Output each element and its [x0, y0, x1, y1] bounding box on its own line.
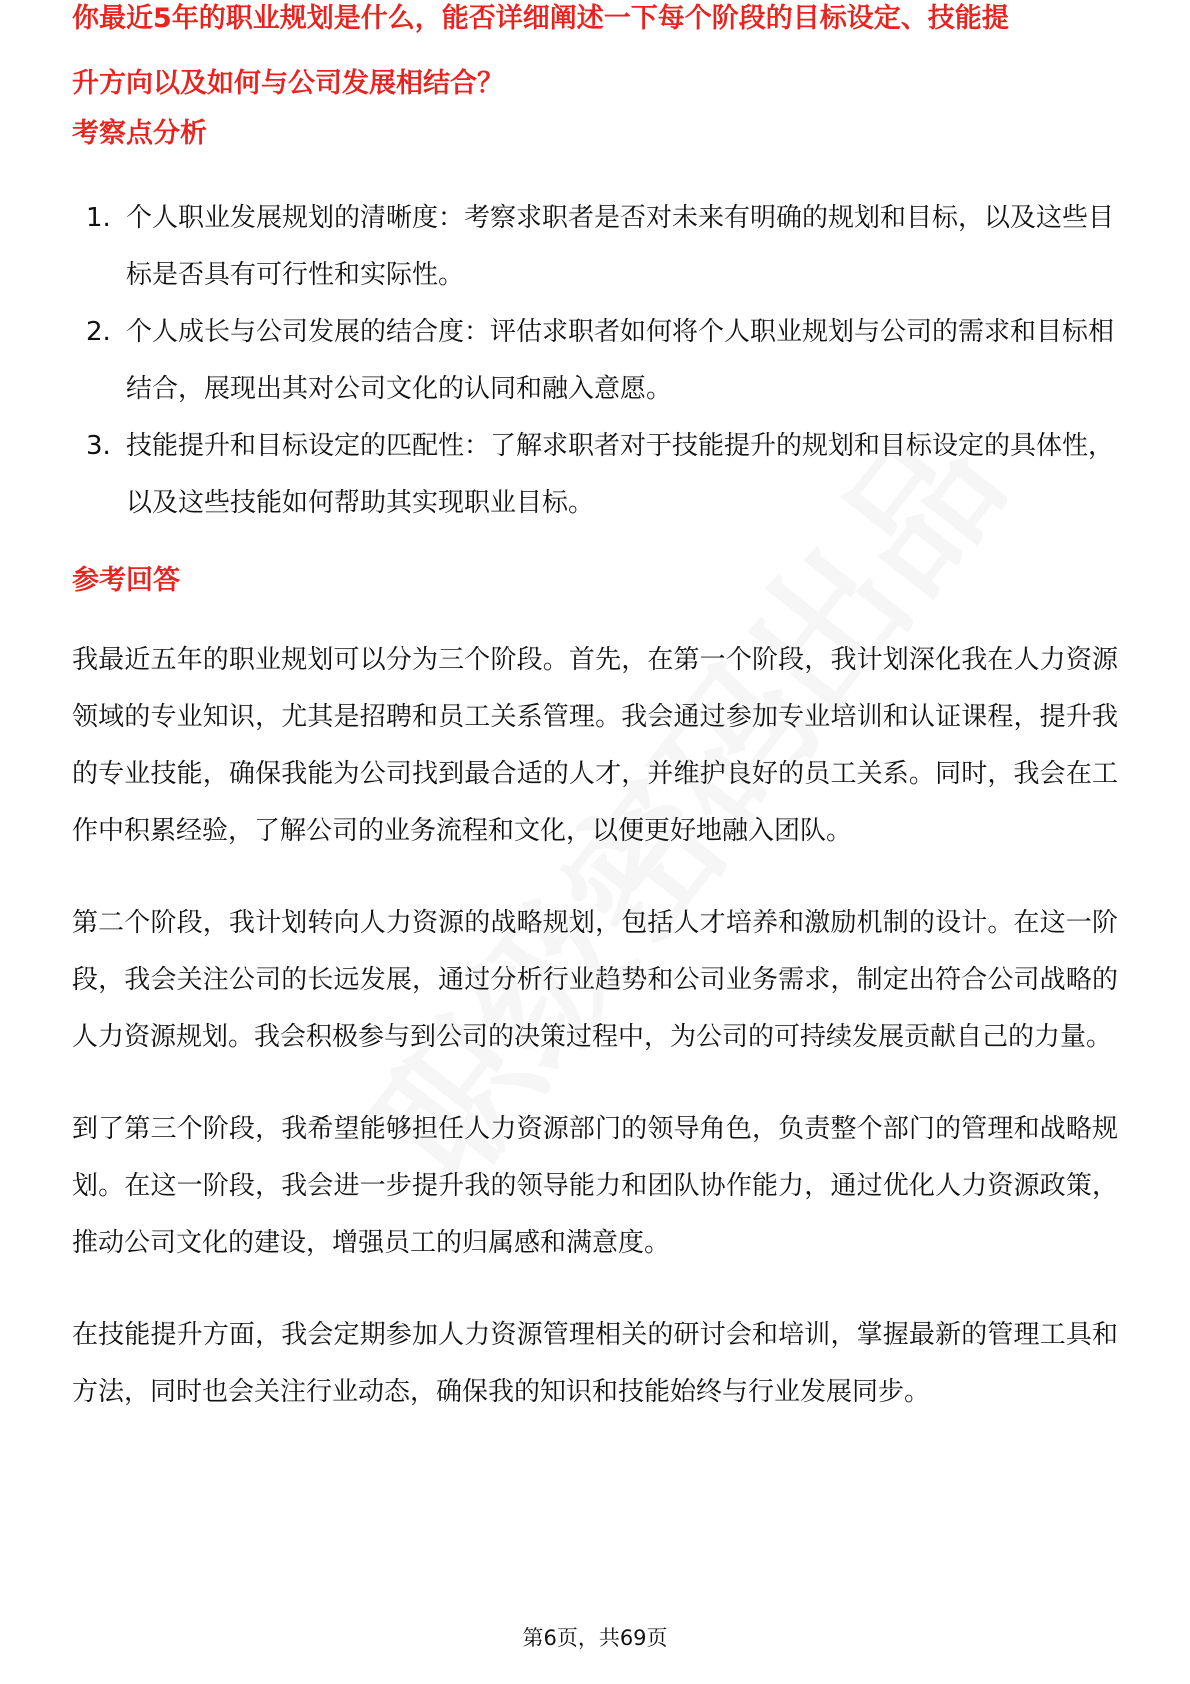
answer-paragraph: 我最近五年的职业规划可以分为三个阶段。首先，在第一个阶段，我计划深化我在人力资源领域的专业知识，尤其是招聘和员工关系管理。我会通过参加专业培训和认证课程，提升我的专业技能，确保我能为公司找到最合适的人才，并维护良好的员工关系。同时，我会在工作中积累经验，了解公司的业务流程和文化，以便更好地融入团队。: [72, 645, 1118, 846]
answer-paragraph: 在技能提升方面，我会定期参加人力资源管理相关的研讨会和培训，掌握最新的管理工具和方法，同时也会关注行业动态，确保我的知识和技能始终与行业发展同步。: [72, 1320, 1118, 1407]
point-number: 2.: [86, 317, 111, 347]
point-text: 技能提升和目标设定的匹配性：了解求职者对于技能提升的规划和目标设定的具体性，以及这些技能如何帮助其实现职业目标。: [126, 431, 1115, 518]
question-title-line2: 升方向以及如何与公司发展相结合？: [72, 68, 504, 99]
answer-paragraph: 到了第三个阶段，我希望能够担任人力资源部门的领导角色，负责整个部门的管理和战略规划。在这一阶段，我会进一步提升我的领导能力和团队协作能力，通过优化人力资源政策，推动公司文化的建设，增强员工的归属感和满意度。: [72, 1114, 1118, 1258]
answer-body: [72, 632, 1118, 1456]
point-text: 个人职业发展规划的清晰度：考察求职者是否对未来有明确的规划和目标，以及这些目标是否具有可行性和实际性。: [126, 203, 1115, 290]
point-number: 1.: [86, 203, 111, 233]
answer-paragraph: 第二个阶段，我计划转向人力资源的战略规划，包括人才培养和激励机制的设计。在这一阶段，我会关注公司的长远发展，通过分析行业趋势和公司业务需求，制定出符合公司战略的人力资源规划。我会积极参与到公司的决策过程中，为公司的可持续发展贡献自己的力量。: [72, 908, 1118, 1052]
analysis-points-list: [72, 190, 1118, 532]
page-number: 第6页，共69页: [522, 1626, 668, 1650]
point-number: 3.: [86, 431, 111, 461]
analysis-point: [72, 418, 1118, 532]
analysis-heading: 考察点分析: [72, 118, 207, 149]
answer-heading: 参考回答: [72, 565, 180, 596]
question-title-cutoff: [72, 3, 1118, 58]
point-text: 个人成长与公司发展的结合度：评估求职者如何将个人职业规划与公司的需求和目标相结合，展现出其对公司文化的认同和融入意愿。: [126, 317, 1115, 404]
analysis-point: [72, 190, 1118, 304]
analysis-point: [72, 304, 1118, 418]
question-title-line1: 你最近5年的职业规划是什么，能否详细阐述一下每个阶段的目标设定、技能提: [72, 3, 1009, 34]
